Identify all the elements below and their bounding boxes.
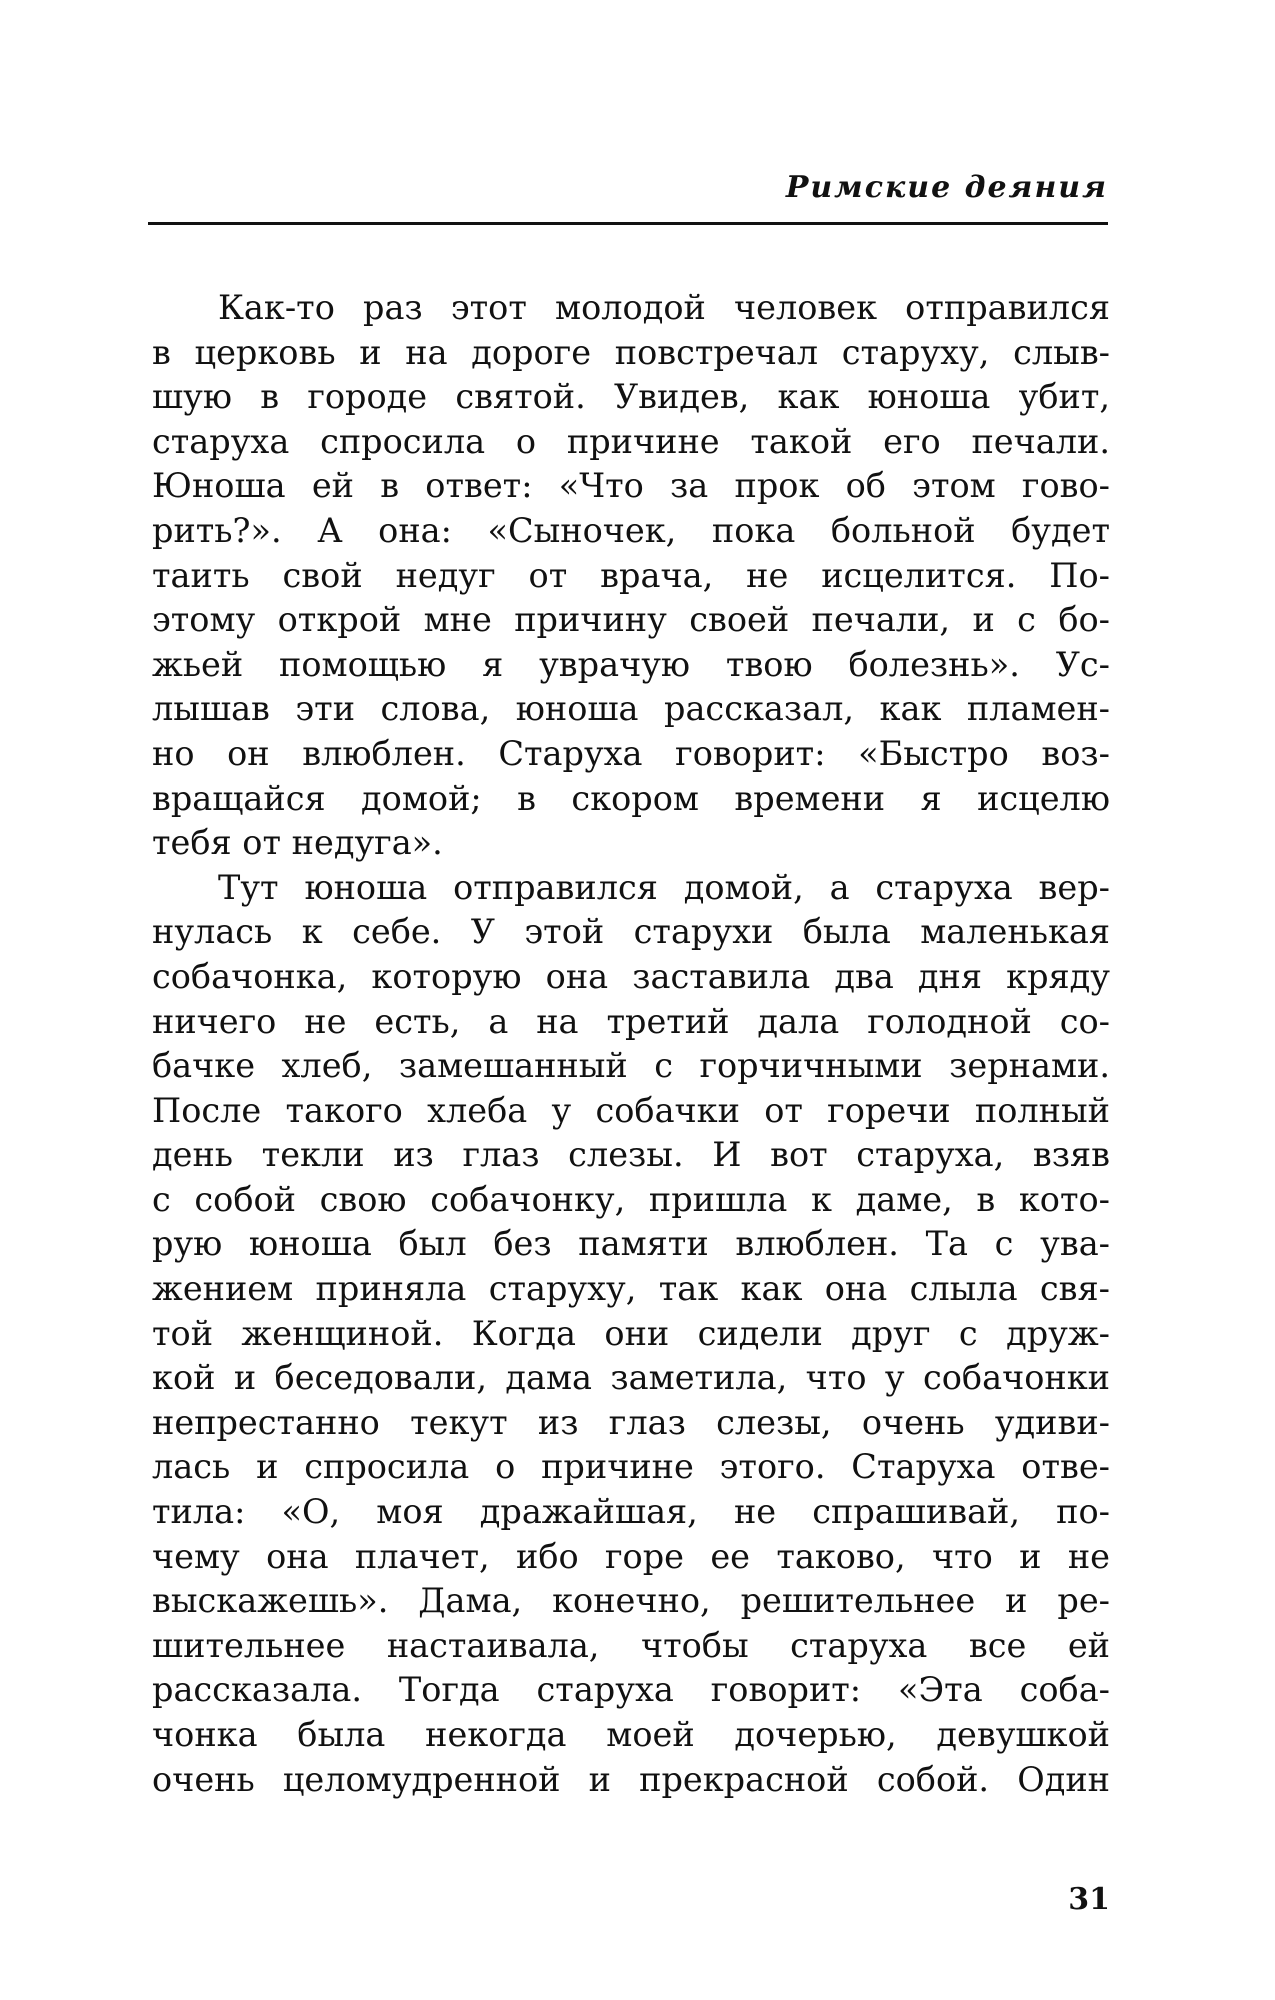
text-line: в церковь и на дороге повстречал старуху, слыв- <box>152 332 1110 372</box>
text-line: старуха спросила о причине такой его печали. <box>152 421 1110 461</box>
text-line: вращайся домой; в скором времени я исцелю <box>152 778 1110 818</box>
text-line: кой и беседовали, дама заметила, что у собачонки <box>152 1358 1110 1398</box>
text-line: тебя от недуга». <box>152 823 443 863</box>
text-line: рить?». А она: «Сыночек, пока больной будет <box>152 510 1110 550</box>
text-line: собачонка, которую она заставила два дня кряду <box>152 956 1110 996</box>
text-line: шую в городе святой. Увидев, как юноша убит, <box>152 377 1110 417</box>
body-text <box>152 286 1110 1802</box>
text-line: таить свой недуг от врача, не исцелится. По- <box>152 555 1110 595</box>
text-line: Юноша ей в ответ: «Что за прок об этом гово- <box>152 466 1110 506</box>
text-line: рассказала. Тогда старуха говорит: «Эта соба- <box>152 1670 1110 1710</box>
text-line: лась и спросила о причине этого. Старуха отве- <box>152 1447 1110 1487</box>
page-number: 31 <box>1068 1882 1110 1917</box>
text-line: непрестанно текут из глаз слезы, очень удиви- <box>152 1402 1110 1442</box>
header-rule <box>148 222 1108 225</box>
text-line: выскажешь». Дама, конечно, решительнее и ре- <box>152 1581 1110 1621</box>
text-line: той женщиной. Когда они сидели друг с друж- <box>152 1313 1110 1353</box>
running-header: Римские деяния <box>785 170 1108 205</box>
text-line: очень целомудренной и прекрасной собой. Один <box>152 1759 1110 1799</box>
text-line: чему она плачет, ибо горе ее таково, что и не <box>152 1536 1110 1576</box>
text-line: с собой свою собачонку, пришла к даме, в кото- <box>152 1179 1110 1219</box>
text-line: чонка была некогда моей дочерью, девушкой <box>152 1715 1110 1754</box>
text-line: лышав эти слова, юноша рассказал, как пламен- <box>152 689 1110 729</box>
text-line: ничего не есть, а на третий дала голодной со- <box>152 1001 1110 1041</box>
text-line: шительнее настаивала, чтобы старуха все ей <box>152 1625 1110 1665</box>
text-line: но он влюблен. Старуха говорит: «Быстро воз- <box>152 733 1110 773</box>
text-line: нулась к себе. У этой старухи была маленькая <box>152 912 1110 952</box>
text-line: Тут юноша отправился домой, а старуха вер- <box>218 867 1110 907</box>
text-line: бачке хлеб, замешанный с горчичными зернами. <box>152 1046 1110 1086</box>
text-line: жением приняла старуху, так как она слыла свя- <box>152 1269 1110 1309</box>
text-line: жьей помощью я уврачую твою болезнь». Ус- <box>152 644 1110 684</box>
text-line: день текли из глаз слезы. И вот старуха, взяв <box>152 1135 1110 1175</box>
text-line: рую юноша был без памяти влюблен. Та с ува- <box>152 1224 1110 1264</box>
text-line: После такого хлеба у собачки от горечи полный <box>152 1090 1110 1130</box>
text-line: тила: «О, моя дражайшая, не спрашивай, по- <box>152 1492 1110 1532</box>
text-line: Как-то раз этот молодой человек отправился <box>218 288 1110 327</box>
text-line: этому открой мне причину своей печали, и с бо- <box>152 600 1110 640</box>
